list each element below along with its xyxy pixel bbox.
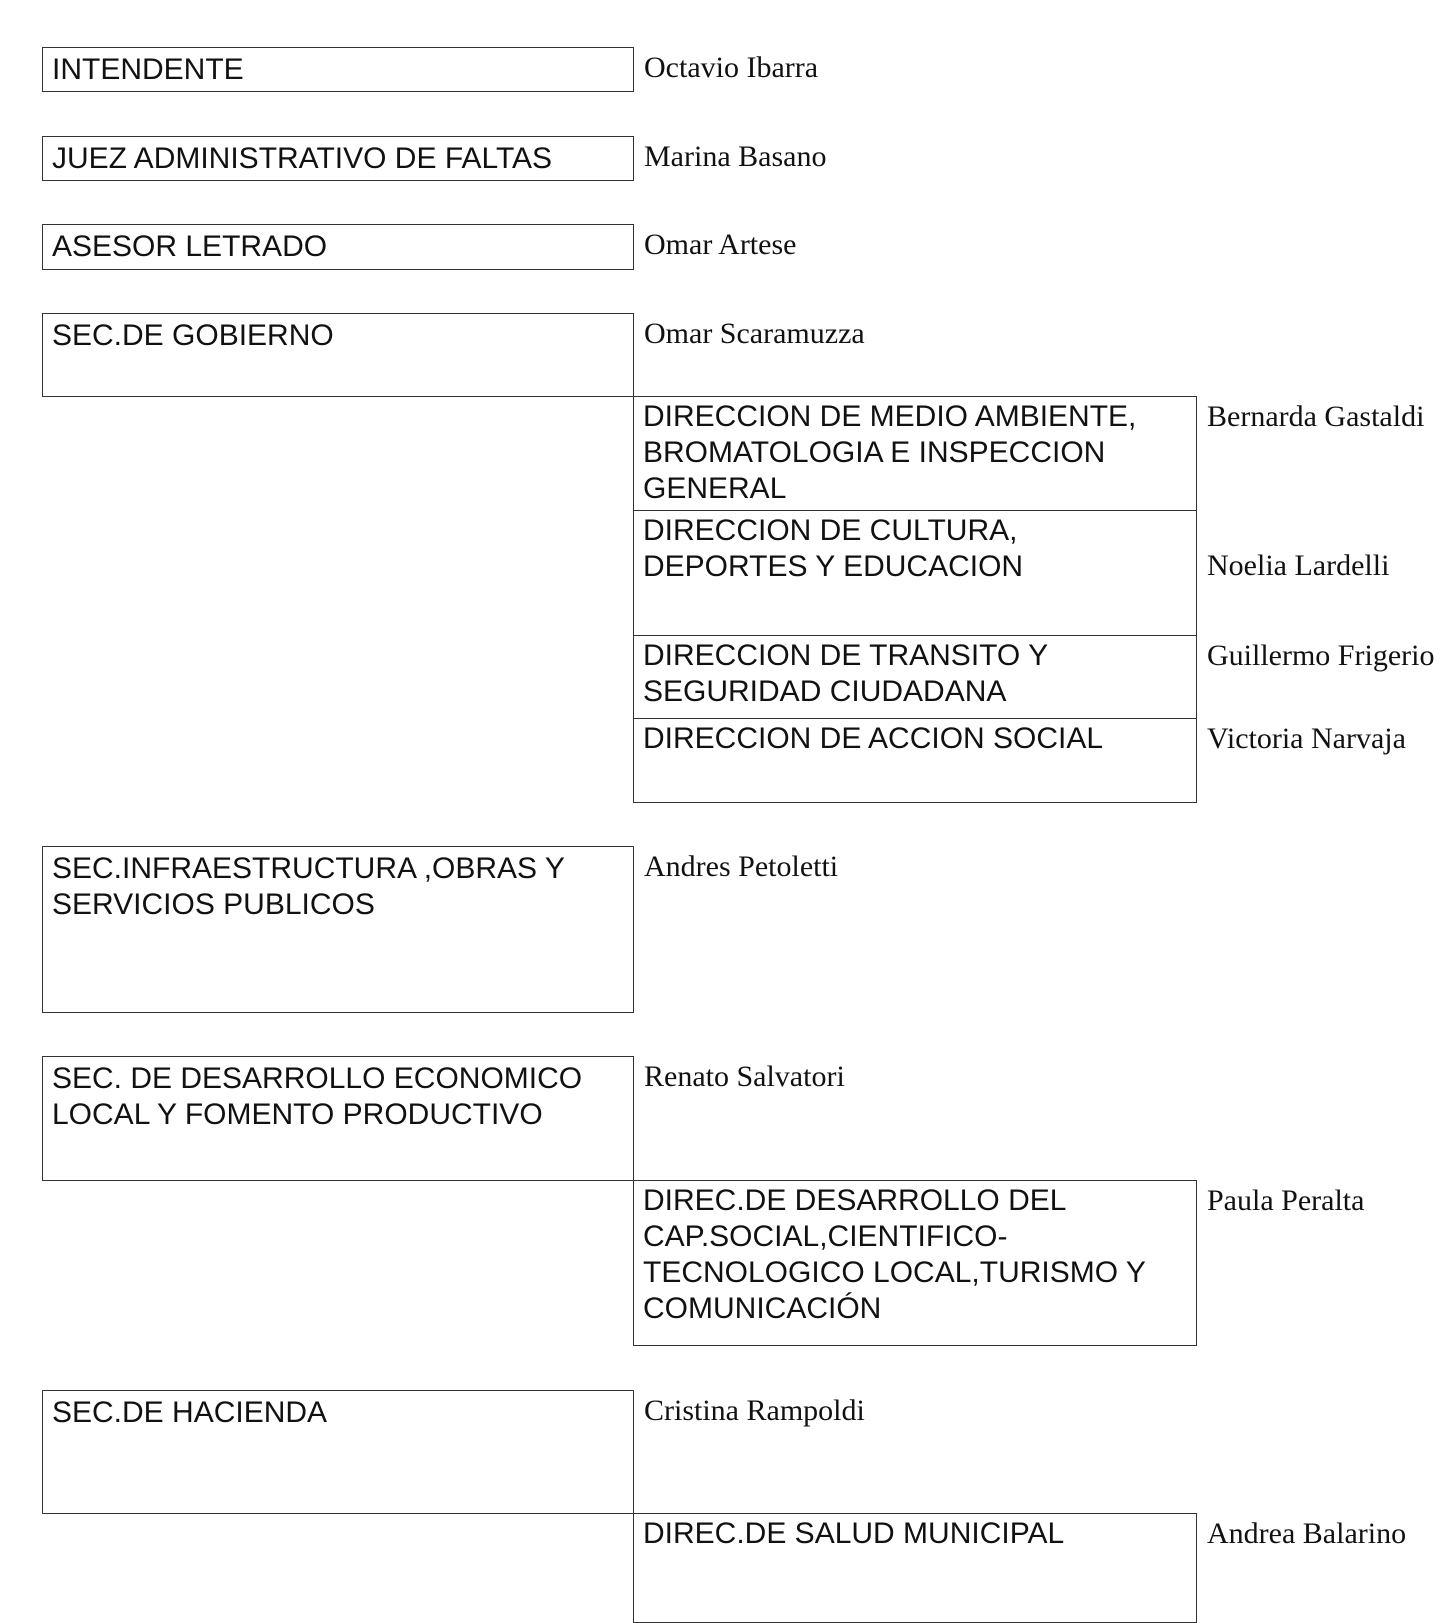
direccion-cultura-person: Noelia Lardelli xyxy=(1207,549,1390,582)
direccion-transito-box: DIRECCION DE TRANSITO Y SEGURIDAD CIUDADANA xyxy=(633,635,1197,719)
sec-hacienda-box: SEC.DE HACIENDA xyxy=(42,1390,634,1514)
direccion-salud-municipal-person: Andrea Balarino xyxy=(1207,1517,1407,1550)
direccion-accion-social-person: Victoria Narvaja xyxy=(1207,722,1406,755)
intendente-box: INTENDENTE xyxy=(42,47,634,92)
sec-desarrollo-person: Renato Salvatori xyxy=(644,1060,845,1093)
sec-infraestructura-person: Andres Petoletti xyxy=(644,850,839,883)
direccion-desarrollo-cap-social-person: Paula Peralta xyxy=(1207,1184,1365,1217)
sec-hacienda-person: Cristina Rampoldi xyxy=(644,1394,865,1427)
sec-desarrollo-box: SEC. DE DESARROLLO ECONOMICO LOCAL Y FOMENTO PRODUCTIVO xyxy=(42,1056,634,1181)
asesor-letrado-box: ASESOR LETRADO xyxy=(42,224,634,270)
direccion-desarrollo-cap-social-box: DIREC.DE DESARROLLO DEL CAP.SOCIAL,CIENTIFICO-TECNOLOGICO LOCAL,TURISMO Y COMUNICACIÓN xyxy=(633,1180,1197,1346)
juez-faltas-box: JUEZ ADMINISTRATIVO DE FALTAS xyxy=(42,136,634,181)
juez-faltas-person: Marina Basano xyxy=(644,140,827,173)
sec-gobierno-box: SEC.DE GOBIERNO xyxy=(42,313,634,397)
sec-infraestructura-box: SEC.INFRAESTRUCTURA ,OBRAS Y SERVICIOS PUBLICOS xyxy=(42,846,634,1013)
asesor-letrado-person: Omar Artese xyxy=(644,228,797,261)
direccion-transito-person: Guillermo Frigerio xyxy=(1207,639,1435,672)
sec-gobierno-person: Omar Scaramuzza xyxy=(644,317,865,350)
direccion-salud-municipal-box: DIREC.DE SALUD MUNICIPAL xyxy=(633,1513,1197,1623)
direccion-medio-ambiente-box: DIRECCION DE MEDIO AMBIENTE, BROMATOLOGIA E INSPECCION GENERAL xyxy=(633,396,1197,511)
intendente-person: Octavio Ibarra xyxy=(644,51,819,84)
direccion-accion-social-box: DIRECCION DE ACCION SOCIAL xyxy=(633,718,1197,803)
direccion-cultura-box: DIRECCION DE CULTURA, DEPORTES Y EDUCACION xyxy=(633,510,1197,636)
direccion-medio-ambiente-person: Bernarda Gastaldi xyxy=(1207,400,1425,433)
